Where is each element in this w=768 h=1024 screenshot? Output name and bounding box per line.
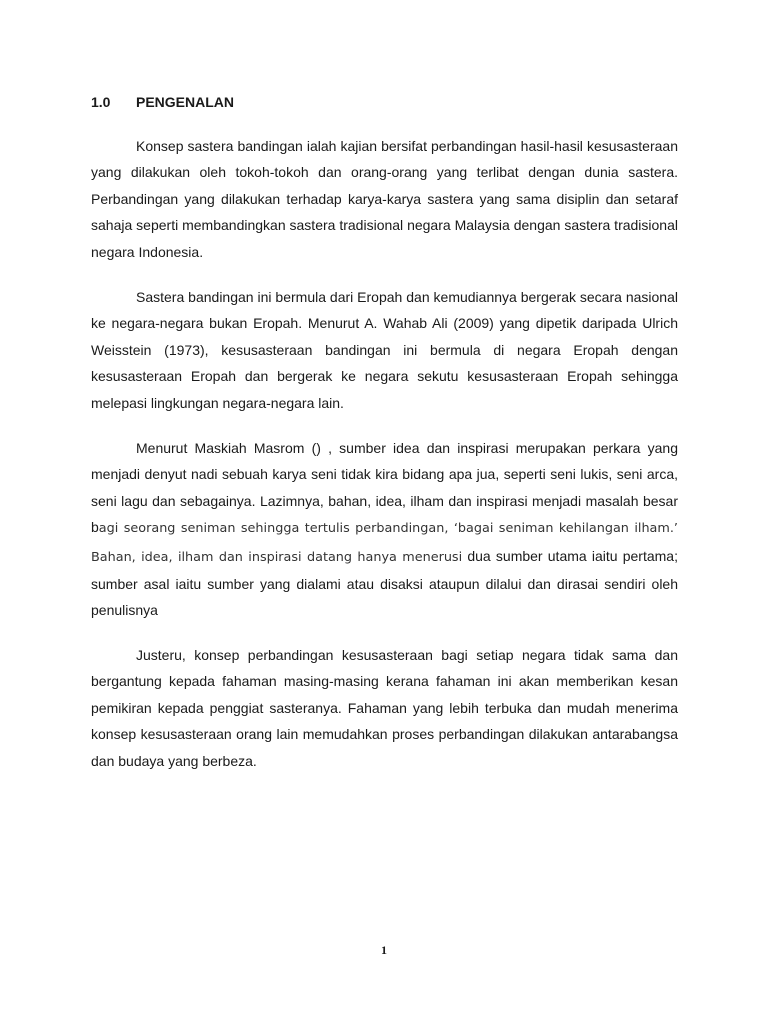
- paragraph-3-text-end: dua sumber utama iaitu pertama; sumber asal iaitu sumber yang dialami atau disaksi ataupun dilalui dan dirasai sendiri oleh penulisnya: [91, 547, 678, 619]
- section-number: 1.0: [91, 94, 111, 110]
- section-title: PENGENALAN: [136, 94, 235, 110]
- section-heading: [91, 92, 234, 112]
- page-number: 1: [381, 943, 387, 957]
- paragraph-1: Konsep sastera bandingan ialah kajian bersifat perbandingan hasil-hasil kesusasteraan yang dilakukan oleh tokoh-tokoh dan orang-orang yang terlibat dengan dunia sastera. Perbandingan yang dilakukan terhadap karya-karya sastera yang sama disiplin dan setaraf sahaja seperti membandingkan sastera tradisional negara Malaysia dengan sastera tradisional negara Indonesia.: [91, 138, 678, 260]
- paragraph-3-text-alt-font: agi seorang seniman sehingga tertulis perbandingan, ‘bagai seniman kehilangan ilham.’ Bahan, idea, ilham dan inspirasi datang hanya menerusi: [91, 521, 678, 565]
- paragraph-4: Justeru, konsep perbandingan kesusasteraan bagi setiap negara tidak sama dan bergantung kepada fahaman masing-masing kerana fahaman ini akan memberikan kesan pemikiran kepada penggiat sasteranya. Fahaman yang lebih terbuka dan mudah menerima konsep kesusasteraan orang lain memudahkan proses perbandingan dilakukan antarabangsa dan budaya yang berbeza.: [91, 647, 678, 769]
- paragraph-3-text-start: Menurut Maskiah Masrom () , sumber idea dan inspirasi merupakan perkara yang menjadi denyut nadi sebuah karya seni tidak kira bidang apa jua, seperti seni lukis, seni arca, seni lagu dan sebagainya. Lazimnya, bahan, idea, ilham dan inspirasi menjadi masalah besar b: [91, 440, 678, 536]
- paragraph-2: Sastera bandingan ini bermula dari Eropah dan kemudiannya bergerak secara nasional ke negara-negara bukan Eropah. Menurut A. Wahab Ali (2009) yang dipetik daripada Ulrich Weisstein (1973), kesusasteraan bandingan ini bermula di negara Eropah dengan kesusasteraan Eropah dan bergerak ke negara sekutu kesusasteraan Eropah sehingga melepasi lingkungan negara-negara lain.: [91, 289, 678, 411]
- paragraph-3: [91, 435, 678, 624]
